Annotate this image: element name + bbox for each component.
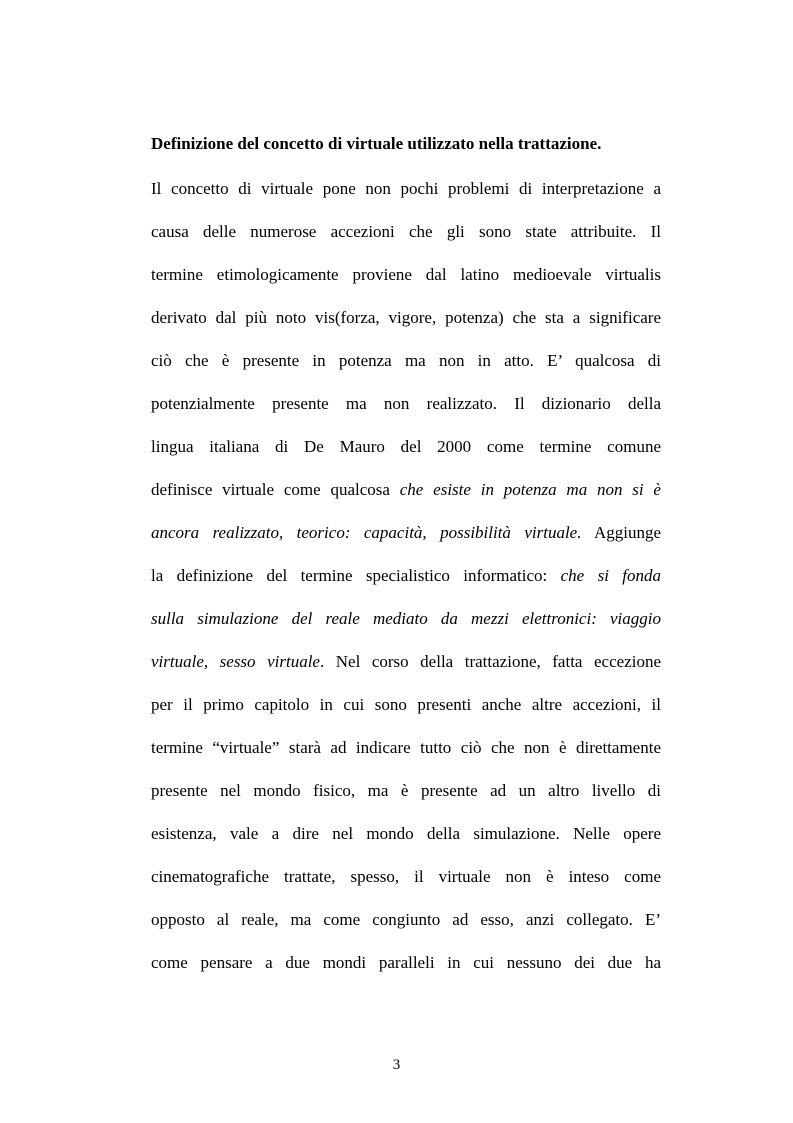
text-run: definisce virtuale come qualcosa — [151, 480, 400, 499]
text-run: la definizione del termine specialistico informatico: — [151, 566, 561, 585]
body-line — [151, 220, 661, 244]
body-line — [151, 607, 661, 631]
body-line — [151, 779, 661, 803]
text-run: ciò che è presente in potenza ma non in atto. E’ qualcosa di — [151, 351, 661, 370]
page-number: 3 — [392, 1057, 401, 1073]
section-heading: Definizione del concetto di virtuale utilizzato nella trattazione. — [151, 134, 602, 153]
text-run: causa delle numerose accezioni che gli sono state attribuite. Il — [151, 222, 661, 241]
body-line — [151, 177, 661, 201]
italic-text-run: sulla simulazione del reale mediato da mezzi elettronici: viaggio — [151, 609, 661, 628]
body-line — [151, 693, 661, 717]
body-line — [151, 736, 661, 760]
body-line — [151, 564, 661, 588]
italic-text-run: che esiste in potenza ma non si è — [399, 480, 661, 499]
body-line — [151, 435, 661, 459]
body-line — [151, 263, 661, 287]
italic-text-run: virtuale, sesso virtuale — [151, 652, 320, 671]
italic-text-run: ancora realizzato, teorico: capacità, possibilità virtuale. — [151, 523, 582, 542]
body-line — [151, 650, 661, 674]
text-run: termine “virtuale” starà ad indicare tutto ciò che non è direttamente — [151, 738, 661, 757]
text-run: Il concetto di virtuale pone non pochi problemi di interpretazione a — [151, 179, 661, 198]
text-run: cinematografiche trattate, spesso, il virtuale non è inteso come — [151, 867, 661, 886]
italic-text-run: che si fonda — [560, 566, 662, 585]
body-line — [151, 392, 661, 416]
text-run: . Nel corso della trattazione, fatta eccezione — [319, 652, 661, 671]
text-run: derivato dal più noto vis(forza, vigore, potenza) che sta a significare — [151, 308, 661, 327]
body-line — [151, 908, 661, 932]
body-line — [151, 865, 661, 889]
text-run: per il primo capitolo in cui sono presenti anche altre accezioni, il — [151, 695, 661, 714]
text-run: Aggiunge — [581, 523, 662, 542]
text-run: opposto al reale, ma come congiunto ad esso, anzi collegato. E’ — [151, 910, 661, 929]
text-run: presente nel mondo fisico, ma è presente ad un altro livello di — [151, 781, 661, 800]
body-line — [151, 478, 661, 502]
text-run: potenzialmente presente ma non realizzato. Il dizionario della — [151, 394, 661, 413]
text-run: esistenza, vale a dire nel mondo della simulazione. Nelle opere — [151, 824, 661, 843]
body-line — [151, 822, 661, 846]
body-line — [151, 306, 661, 330]
text-run: come pensare a due mondi paralleli in cui nessuno dei due ha — [151, 953, 661, 972]
text-run: lingua italiana di De Mauro del 2000 come termine comune — [151, 437, 661, 456]
body-line — [151, 951, 661, 975]
text-run: termine etimologicamente proviene dal latino medioevale virtualis — [151, 265, 661, 284]
body-line — [151, 349, 661, 373]
body-line — [151, 521, 661, 545]
